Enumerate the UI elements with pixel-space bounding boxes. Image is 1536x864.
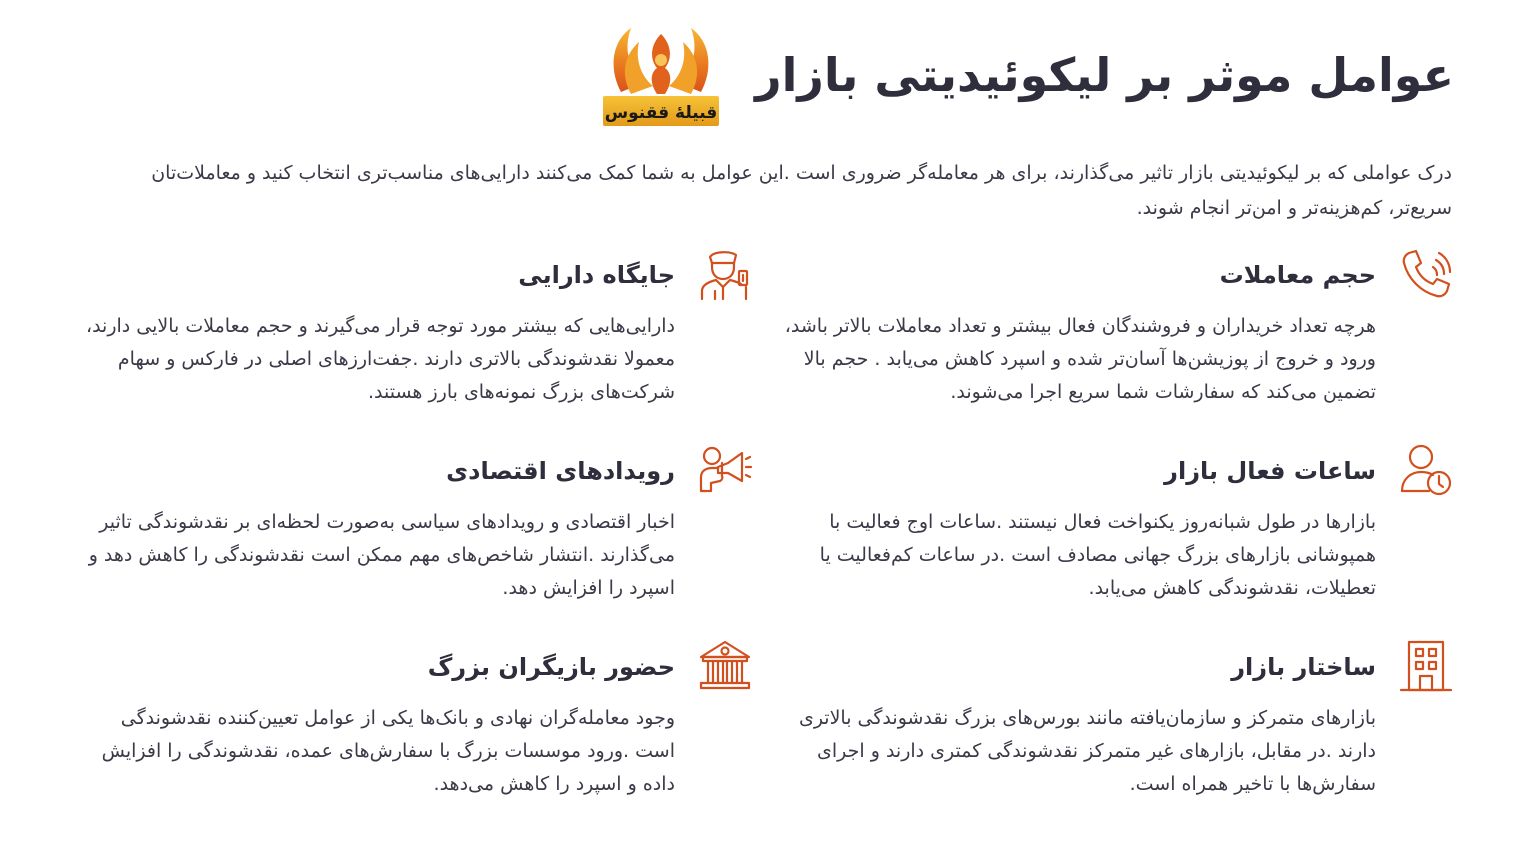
factor-description: بازارها در طول شبانه‌روز یکنواخت فعال نیستند .ساعات اوج فعالیت با همپوشانی بازارهای بزرگ جهانی مصادف است .در ساعات کم‌فعالیت یا تعطیلات، نقدشوندگی کاهش می‌یابد.	[819, 511, 1376, 599]
megaphone-person-icon	[697, 442, 753, 498]
factors-grid	[82, 246, 1454, 834]
intro-paragraph: درک عواملی که بر لیکوئیدیتی بازار تاثیر می‌گذارند، برای هر معامله‌گر ضروری است .این عوامل به شما کمک می‌کنند دارایی‌های مناسب‌تری انتخاب کنید و معاملات‌تان سریع‌تر، کم‌هزینه‌تر و امن‌تر انجام شوند.	[151, 162, 1452, 219]
factor-card-big-players	[82, 638, 753, 834]
user-clock-icon	[1398, 442, 1454, 498]
factor-title: حجم معاملات	[1219, 261, 1376, 289]
svg-text:قبیلهٔ ققنوس: قبیلهٔ ققنوس	[604, 103, 718, 123]
factor-title: حضور بازیگران بزرگ	[427, 653, 675, 681]
factor-card-economic-events	[82, 442, 753, 638]
factor-card-trading-volume	[783, 246, 1454, 442]
factor-description: وجود معامله‌گران نهادی و بانک‌ها یکی از عوامل تعیین‌کننده نقدشوندگی است .ورود موسسات بزرگ با سفارش‌های عمده، نقدشوندگی را افزایش داده و اسپرد را کاهش می‌دهد.	[101, 707, 675, 795]
factor-description: بازارهای متمرکز و سازمان‌یافته مانند بورس‌های بزرگ نقدشوندگی بالاتری دارند .در مقابل، بازارهای غیر متمرکز نقدشوندگی کمتری دارند و اجرای سفارش‌ها با تاخیر همراه است.	[798, 707, 1376, 795]
officer-icon	[697, 246, 753, 302]
header	[601, 20, 1454, 130]
factor-description: دارایی‌هایی که بیشتر مورد توجه قرار می‌گیرند و حجم معاملات بالایی دارند، معمولا نقدشوندگی بالاتری دارند .جفت‌ارزهای اصلی در فارکس و سهام شرکت‌های بزرگ نمونه‌های بارز هستند.	[85, 315, 675, 403]
factor-title: ساعات فعال بازار	[1164, 457, 1376, 485]
factor-card-market-structure	[783, 638, 1454, 834]
building-icon	[1398, 638, 1454, 694]
factor-title: ساختار بازار	[1231, 653, 1376, 681]
page-title: عوامل موثر بر لیکوئیدیتی بازار	[755, 48, 1454, 102]
bank-icon	[697, 638, 753, 694]
factor-description: هرچه تعداد خریداران و فروشندگان فعال بیشتر و تعداد معاملات بالاتر باشد، ورود و خروج از پوزیشن‌ها آسان‌تر شده و اسپرد کاهش می‌یابد . حجم بالا تضمین می‌کند که سفارشات شما سریع اجرا می‌شوند.	[784, 315, 1376, 403]
phone-call-icon	[1398, 246, 1454, 302]
factor-card-market-hours	[783, 442, 1454, 638]
factor-title: جایگاه دارایی	[518, 261, 675, 289]
factor-card-asset-position	[82, 246, 753, 442]
factor-title: رویدادهای اقتصادی	[446, 457, 675, 485]
phoenix-logo-icon	[601, 20, 721, 130]
factor-description: اخبار اقتصادی و رویدادهای سیاسی به‌صورت لحظه‌ای بر نقدشوندگی تاثیر می‌گذارند .انتشار شاخص‌های مهم ممکن است نقدشوندگی را کاهش دهد و اسپرد را افزایش دهد.	[88, 511, 675, 599]
logo	[601, 20, 721, 130]
